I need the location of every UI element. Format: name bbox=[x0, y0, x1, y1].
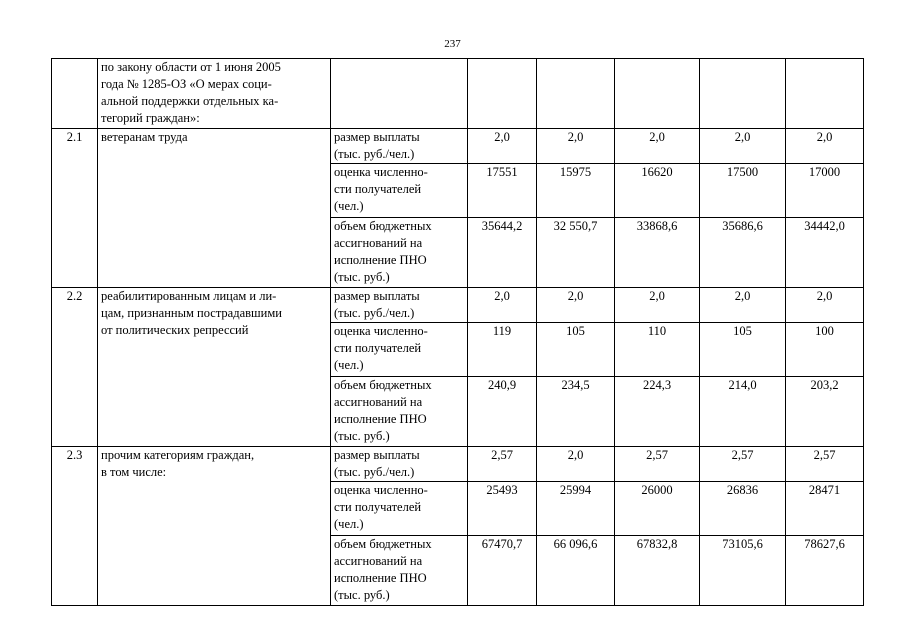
table-row bbox=[52, 129, 864, 164]
table-row bbox=[52, 447, 864, 482]
table-body bbox=[52, 59, 864, 606]
value-cell: 2,57 bbox=[468, 447, 537, 482]
value-cell: 15975 bbox=[537, 164, 615, 218]
value-cell: 32 550,7 bbox=[537, 218, 615, 288]
value-cell: 110 bbox=[615, 323, 700, 377]
value-cell: 100 bbox=[786, 323, 864, 377]
section-name: реабилитированным лицам и ли- цам, признанным пострадавшими от политических репрессий bbox=[98, 288, 331, 447]
value-cell: 2,0 bbox=[700, 288, 786, 323]
value-cell: 2,0 bbox=[615, 129, 700, 164]
value-cell: 78627,6 bbox=[786, 536, 864, 606]
intro-value-cell bbox=[786, 59, 864, 129]
value-cell: 2,0 bbox=[468, 129, 537, 164]
data-table bbox=[51, 58, 864, 606]
value-cell: 203,2 bbox=[786, 377, 864, 447]
value-cell: 28471 bbox=[786, 482, 864, 536]
intro-value-cell bbox=[700, 59, 786, 129]
value-cell: 26000 bbox=[615, 482, 700, 536]
value-cell: 2,0 bbox=[786, 288, 864, 323]
page-number: 237 bbox=[444, 38, 461, 50]
value-cell: 16620 bbox=[615, 164, 700, 218]
value-cell: 17000 bbox=[786, 164, 864, 218]
value-cell: 66 096,6 bbox=[537, 536, 615, 606]
intro-text: по закону области от 1 июня 2005 года № 1285-ОЗ «О мерах соци- альной поддержки отдельных ка- тегорий граждан»: bbox=[98, 59, 331, 129]
intro-value-cell bbox=[537, 59, 615, 129]
intro-indicator-cell bbox=[331, 59, 468, 129]
value-cell: 67832,8 bbox=[615, 536, 700, 606]
indicator-label: размер выплаты (тыс. руб./чел.) bbox=[331, 129, 468, 164]
indicator-label: объем бюджетных ассигнований на исполнение ПНО (тыс. руб.) bbox=[331, 218, 468, 288]
intro-num-cell bbox=[52, 59, 98, 129]
value-cell: 26836 bbox=[700, 482, 786, 536]
value-cell: 240,9 bbox=[468, 377, 537, 447]
value-cell: 2,0 bbox=[700, 129, 786, 164]
indicator-label: оценка численно- сти получателей (чел.) bbox=[331, 164, 468, 218]
indicator-label: оценка численно- сти получателей (чел.) bbox=[331, 482, 468, 536]
value-cell: 2,0 bbox=[786, 129, 864, 164]
table-row bbox=[52, 288, 864, 323]
value-cell: 25994 bbox=[537, 482, 615, 536]
value-cell: 17500 bbox=[700, 164, 786, 218]
indicator-label: объем бюджетных ассигнований на исполнение ПНО (тыс. руб.) bbox=[331, 377, 468, 447]
section-name: прочим категориям граждан, в том числе: bbox=[98, 447, 331, 606]
value-cell: 105 bbox=[537, 323, 615, 377]
value-cell: 234,5 bbox=[537, 377, 615, 447]
indicator-label: объем бюджетных ассигнований на исполнение ПНО (тыс. руб.) bbox=[331, 536, 468, 606]
value-cell: 2,0 bbox=[615, 288, 700, 323]
value-cell: 2,0 bbox=[537, 288, 615, 323]
value-cell: 2,0 bbox=[537, 129, 615, 164]
section-number: 2.2 bbox=[52, 288, 98, 447]
value-cell: 105 bbox=[700, 323, 786, 377]
value-cell: 2,57 bbox=[615, 447, 700, 482]
value-cell: 33868,6 bbox=[615, 218, 700, 288]
intro-value-cell bbox=[468, 59, 537, 129]
section-number: 2.3 bbox=[52, 447, 98, 606]
value-cell: 2,0 bbox=[537, 447, 615, 482]
value-cell: 17551 bbox=[468, 164, 537, 218]
intro-row bbox=[52, 59, 864, 129]
value-cell: 214,0 bbox=[700, 377, 786, 447]
value-cell: 2,0 bbox=[468, 288, 537, 323]
indicator-label: размер выплаты (тыс. руб./чел.) bbox=[331, 447, 468, 482]
value-cell: 67470,7 bbox=[468, 536, 537, 606]
value-cell: 73105,6 bbox=[700, 536, 786, 606]
value-cell: 25493 bbox=[468, 482, 537, 536]
indicator-label: размер выплаты (тыс. руб./чел.) bbox=[331, 288, 468, 323]
value-cell: 35686,6 bbox=[700, 218, 786, 288]
indicator-label: оценка численно- сти получателей (чел.) bbox=[331, 323, 468, 377]
value-cell: 224,3 bbox=[615, 377, 700, 447]
value-cell: 34442,0 bbox=[786, 218, 864, 288]
section-number: 2.1 bbox=[52, 129, 98, 288]
section-name: ветеранам труда bbox=[98, 129, 331, 288]
value-cell: 119 bbox=[468, 323, 537, 377]
value-cell: 2,57 bbox=[786, 447, 864, 482]
intro-value-cell bbox=[615, 59, 700, 129]
value-cell: 2,57 bbox=[700, 447, 786, 482]
value-cell: 35644,2 bbox=[468, 218, 537, 288]
